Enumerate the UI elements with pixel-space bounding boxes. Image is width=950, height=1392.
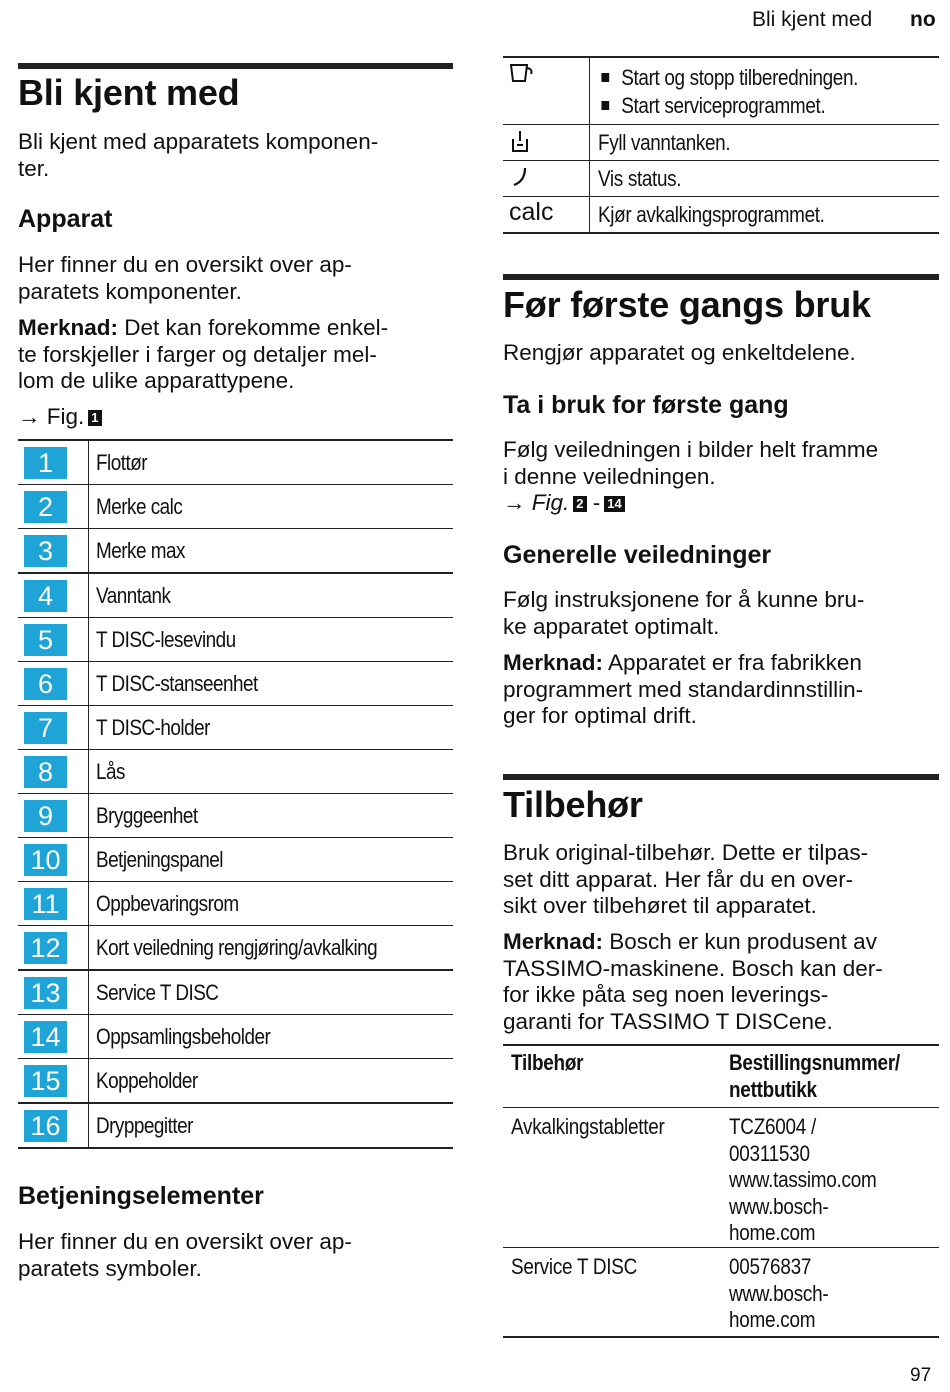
general-line-2: ke apparatet optimalt. xyxy=(503,613,720,639)
acc-note-line-1: Bosch er kun produsent av xyxy=(603,929,877,954)
acc-line-3: sikt over tilbehøret til apparatet. xyxy=(503,893,817,918)
apparat-line-2: paratets komponenter. xyxy=(18,278,242,304)
intro-line-1: Bli kjent med apparatets komponen- xyxy=(18,129,379,154)
fig-ref-text: → Fig. xyxy=(503,490,570,515)
controls-text xyxy=(18,1229,458,1282)
component-number-badge: 10 xyxy=(24,844,67,876)
component-number-badge: 13 xyxy=(24,977,67,1009)
apparat-heading: Apparat xyxy=(18,205,113,233)
cup-icon xyxy=(509,62,535,90)
component-label: T DISC-holder xyxy=(96,714,210,740)
acc-header-col1 xyxy=(503,1046,729,1107)
fig-number-badge: 1 xyxy=(88,410,101,426)
symbol-text-status: Vis status. xyxy=(598,166,682,191)
general-note xyxy=(503,650,943,730)
ta-i-bruk-text xyxy=(503,437,948,517)
symbol-text-calc: Kjør avkalkingsprogrammet. xyxy=(598,202,825,227)
controls-line-1: Her finner du en oversikt over ap- xyxy=(18,1229,352,1254)
first-use-rule xyxy=(503,274,939,280)
accessories-rule xyxy=(503,774,939,780)
component-number-badge: 8 xyxy=(24,756,67,788)
running-header-section: Bli kjent med xyxy=(752,8,873,31)
row-divider xyxy=(88,838,89,881)
symbol-row-calc xyxy=(503,197,939,234)
note-line-2: te forskjeller i farger og detaljer mel- xyxy=(18,341,377,367)
component-number-badge: 11 xyxy=(24,888,67,920)
accessories-title: Tilbehør xyxy=(503,784,643,825)
acc-0-line-3: www.tassimo.com xyxy=(729,1167,877,1192)
acc-item-cell xyxy=(503,1108,729,1247)
general-text xyxy=(503,587,943,640)
acc-line-2: set ditt apparat. Her får du en over- xyxy=(503,866,854,892)
row-divider xyxy=(88,971,89,1014)
ta-i-bruk-heading: Ta i bruk for første gang xyxy=(503,391,789,419)
symbol-cup-line-1: Start og stopp tilberedningen. xyxy=(621,65,859,90)
page-title: Bli kjent med xyxy=(18,72,240,113)
acc-1-line-2: www.bosch- xyxy=(729,1280,829,1306)
acc-0-line-1: TCZ6004 / xyxy=(729,1114,817,1139)
component-number-badge: 2 xyxy=(24,491,67,523)
component-row xyxy=(18,529,453,574)
symbol-row-cup xyxy=(503,58,939,125)
row-divider xyxy=(88,1104,89,1147)
first-use-intro: Rengjør apparatet og enkeltdelene. xyxy=(503,340,856,365)
fig-to-badge: 14 xyxy=(604,496,624,512)
component-label: Service T DISC xyxy=(96,979,219,1005)
acc-note-line-2: TASSIMO-maskinene. Bosch kan der- xyxy=(503,955,883,981)
acc-header-order-l2: nettbutikk xyxy=(729,1076,817,1102)
note-line-3: lom de ulike apparattypene. xyxy=(18,368,295,393)
row-divider xyxy=(88,926,89,969)
water-tank-icon xyxy=(509,129,531,159)
component-label: Oppbevaringsrom xyxy=(96,890,239,916)
page-number: 97 xyxy=(910,1365,932,1386)
component-number-badge: 7 xyxy=(24,712,67,744)
component-row xyxy=(18,662,453,706)
component-row xyxy=(18,838,453,882)
acc-table-row xyxy=(503,1108,939,1248)
note-label: Merknad: xyxy=(18,315,119,340)
component-row xyxy=(18,485,453,529)
row-divider xyxy=(88,750,89,793)
acc-header-order-l1: Bestillingsnummer/ xyxy=(729,1050,900,1075)
accessories-note xyxy=(503,929,943,1035)
component-label: Merke calc xyxy=(96,493,183,519)
acc-item-0: Avkalkingstabletter xyxy=(511,1114,665,1139)
acc-order-cell xyxy=(729,1248,939,1336)
accessories-text xyxy=(503,840,943,920)
acc-table-row xyxy=(503,1248,939,1338)
acc-0-line-4: www.bosch- xyxy=(729,1193,829,1219)
running-header-lang: no xyxy=(910,8,936,31)
fig-range-dash: - xyxy=(592,490,601,515)
accessories-table xyxy=(503,1044,939,1338)
acc-table-header xyxy=(503,1046,939,1108)
component-row xyxy=(18,706,453,750)
apparat-text xyxy=(18,252,458,305)
symbol-row-status xyxy=(503,161,939,197)
components-table xyxy=(18,439,453,1149)
note-label: Merknad: xyxy=(503,929,604,954)
general-line-1: Følg instruksjonene for å kunne bru- xyxy=(503,587,865,612)
row-divider xyxy=(88,882,89,925)
acc-0-line-2: 00311530 xyxy=(729,1140,810,1166)
component-row xyxy=(18,750,453,794)
note-line-2: programmert med standardinnstillin- xyxy=(503,676,864,702)
calc-icon: calc xyxy=(509,198,554,226)
acc-item-cell xyxy=(503,1248,729,1336)
symbol-cup-line-2: Start serviceprogrammet. xyxy=(621,93,826,118)
acc-note-line-3: for ikke påta seg noen leverings- xyxy=(503,982,829,1007)
row-divider xyxy=(88,706,89,749)
component-label: Flottør xyxy=(96,449,148,475)
component-label: Oppsamlingsbeholder xyxy=(96,1023,271,1049)
component-label: Bryggeenhet xyxy=(96,802,198,828)
symbol-divider xyxy=(589,161,590,196)
note-label: Merknad: xyxy=(503,650,604,675)
component-number-badge: 12 xyxy=(24,932,67,964)
component-label: Betjeningspanel xyxy=(96,846,223,872)
fig-reference xyxy=(18,404,102,431)
component-number-badge: 16 xyxy=(24,1110,67,1142)
component-label: Dryppegitter xyxy=(96,1112,193,1138)
component-label: Vanntank xyxy=(96,582,171,608)
component-number-badge: 3 xyxy=(24,535,67,567)
component-label: Kort veiledning rengjøring/avkalking xyxy=(96,934,378,960)
component-label: Merke max xyxy=(96,537,185,563)
component-label: T DISC-lesevindu xyxy=(96,626,236,652)
component-row xyxy=(18,971,453,1015)
acc-header-col2 xyxy=(729,1046,939,1107)
component-number-badge: 5 xyxy=(24,624,67,656)
component-row xyxy=(18,794,453,838)
component-label: T DISC-stanseenhet xyxy=(96,670,258,696)
acc-note-line-4: garanti for TASSIMO T DISCene. xyxy=(503,1008,833,1034)
component-label: Koppeholder xyxy=(96,1067,198,1093)
row-divider xyxy=(88,485,89,528)
row-divider xyxy=(88,529,89,572)
note-line-1: Apparatet er fra fabrikken xyxy=(603,650,862,675)
note-line-3: ger for optimal drift. xyxy=(503,703,697,728)
status-icon xyxy=(509,165,531,195)
apparat-note xyxy=(18,315,458,395)
fig-ref-text: → Fig. xyxy=(18,404,85,429)
component-row xyxy=(18,1059,453,1104)
bullet-icon xyxy=(601,101,609,110)
row-divider xyxy=(88,794,89,837)
intro-text xyxy=(18,129,458,182)
row-divider xyxy=(88,662,89,705)
title-rule xyxy=(18,63,453,69)
component-row xyxy=(18,926,453,971)
component-number-badge: 14 xyxy=(24,1021,67,1053)
symbol-row-water xyxy=(503,125,939,161)
acc-item-1: Service T DISC xyxy=(511,1254,638,1279)
acc-header-item: Tilbehør xyxy=(511,1050,584,1075)
component-row xyxy=(18,1104,453,1149)
symbol-divider xyxy=(589,197,590,232)
symbol-divider xyxy=(589,58,590,124)
component-row xyxy=(18,441,453,485)
acc-0-line-5: home.com xyxy=(729,1220,816,1245)
component-number-badge: 4 xyxy=(24,580,67,612)
component-number-badge: 9 xyxy=(24,800,67,832)
row-divider xyxy=(88,618,89,661)
acc-1-line-3: home.com xyxy=(729,1307,816,1332)
intro-line-2: ter. xyxy=(18,155,50,181)
symbol-divider xyxy=(589,125,590,160)
acc-line-1: Bruk original-tilbehør. Dette er tilpas- xyxy=(503,840,869,865)
controls-line-2: paratets symboler. xyxy=(18,1255,202,1281)
component-number-badge: 1 xyxy=(24,447,67,479)
ta-i-bruk-line-1: Følg veiledningen i bilder helt framme xyxy=(503,437,879,462)
first-use-title: Før første gangs bruk xyxy=(503,284,871,325)
note-line-1: Det kan forekomme enkel- xyxy=(118,315,389,340)
component-row xyxy=(18,574,453,618)
symbols-table xyxy=(503,56,939,234)
symbol-text-cup xyxy=(598,58,891,120)
component-row xyxy=(18,882,453,926)
row-divider xyxy=(88,1015,89,1058)
row-divider xyxy=(88,574,89,617)
acc-order-cell xyxy=(729,1108,939,1247)
fig-from-badge: 2 xyxy=(573,496,586,512)
bullet-icon xyxy=(601,73,609,82)
component-label: Lås xyxy=(96,758,125,784)
row-divider xyxy=(88,441,89,484)
ta-i-bruk-line-2: i denne veiledningen. xyxy=(503,463,716,489)
component-number-badge: 6 xyxy=(24,668,67,700)
general-heading: Generelle veiledninger xyxy=(503,541,772,569)
acc-1-line-1: 00576837 xyxy=(729,1254,812,1279)
controls-heading: Betjeningselementer xyxy=(18,1182,264,1210)
component-row xyxy=(18,618,453,662)
component-number-badge: 15 xyxy=(24,1065,67,1097)
component-row xyxy=(18,1015,453,1059)
row-divider xyxy=(88,1059,89,1102)
symbol-text-water: Fyll vanntanken. xyxy=(598,130,731,155)
apparat-line-1: Her finner du en oversikt over ap- xyxy=(18,252,352,277)
